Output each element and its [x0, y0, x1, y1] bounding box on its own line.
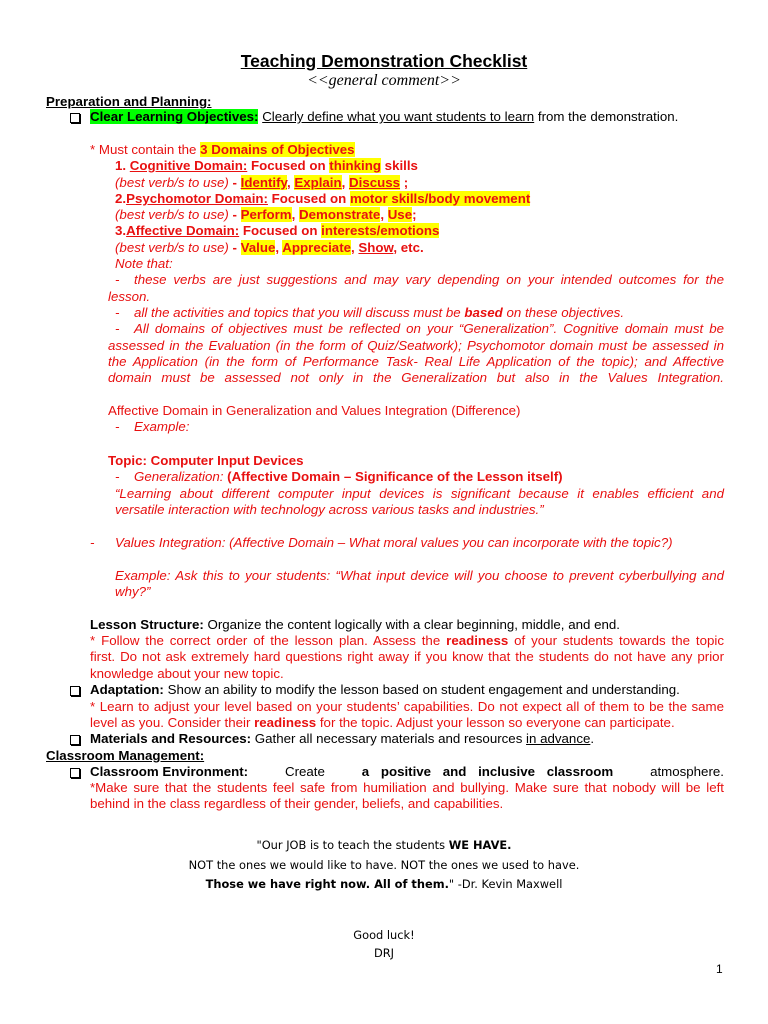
- general-comment: <<general comment>>: [307, 72, 461, 89]
- cog-verb-1: Identify: [240, 175, 287, 190]
- lesson-note-3: knowledge about your new topic.: [90, 666, 284, 681]
- objectives-text: from the demonstration.: [534, 109, 679, 124]
- note-dash: -: [90, 535, 95, 550]
- note-dash: -: [115, 469, 120, 484]
- cog-focus-highlight: thinking: [329, 158, 381, 173]
- page-title: Teaching Demonstration Checklist: [240, 51, 528, 71]
- cognitive-verbs-line: (best verb/s to use) - Identify, Explain, Discuss ;: [115, 175, 409, 190]
- note-dash: -: [115, 321, 120, 336]
- environment-text-1: Create: [284, 764, 325, 779]
- materials-text-underlined: in advance: [526, 731, 591, 746]
- environment-label: Classroom Environment:: [90, 764, 249, 779]
- note-2-post: on these objectives.: [502, 305, 625, 320]
- generalization-quote-b: versatile interaction with technology across various tasks and industries.”: [115, 502, 544, 517]
- psy-verb-2: Demonstrate: [299, 207, 381, 222]
- adaptation-note-2-pre: level as you. Consider their: [90, 715, 255, 730]
- materials-label: Materials and Resources:: [90, 731, 252, 746]
- quote-line-3-bold: Those we have right now. All of them.: [205, 877, 449, 891]
- quote-attribution: " -Dr. Kevin Maxwell: [448, 877, 563, 891]
- checkbox-icon: [70, 686, 80, 696]
- materials-end: .: [590, 731, 595, 746]
- example-ask-a: Example: Ask this to your students: “What input device will you choose to prevent cyberbullying and: [115, 568, 724, 583]
- cog-tail: skills: [380, 158, 418, 173]
- generalization-quote-a: “Learning about different computer input devices is significant because it enables efficient and: [115, 486, 724, 501]
- materials-text: Gather all necessary materials and resources: [251, 731, 527, 746]
- cog-dash: -: [228, 175, 241, 190]
- checkbox-icon: [70, 768, 80, 778]
- adaptation-label: Adaptation:: [90, 682, 164, 697]
- note-2-pre: all the activities and topics that you will discuss must be: [134, 305, 465, 320]
- materials-line: [90, 731, 594, 747]
- checkbox-icon: [70, 735, 80, 745]
- adaptation-note-2: [90, 715, 675, 731]
- note-1-line-a: these verbs are just suggestions and may vary depending on your intended outcomes for the: [134, 272, 724, 287]
- aff-num: 3.: [115, 223, 127, 238]
- objectives-item: [90, 109, 678, 125]
- quote-line-1-bold: WE HAVE.: [448, 838, 512, 852]
- psy-dash: -: [228, 207, 241, 222]
- adaptation-note-2-post: for the topic. Adjust your lesson so everyone can participate.: [316, 715, 675, 730]
- generalization-label: Generalization:: [134, 469, 228, 484]
- environment-text-bold: a positive and inclusive classroom: [361, 764, 614, 779]
- quote-line-2: NOT the ones we would like to have. NOT the ones we used to have.: [188, 858, 580, 872]
- must-highlight: 3 Domains of Objectives: [200, 142, 355, 157]
- quote-line-1-pre: "Our JOB is to teach the students: [256, 838, 449, 852]
- aff-name: Affective Domain:: [126, 223, 240, 238]
- note-dash: -: [115, 272, 120, 287]
- cognitive-domain-line: [115, 158, 418, 174]
- signoff-line-2: DRJ: [373, 946, 395, 960]
- note-dash: -: [115, 419, 120, 434]
- environment-line: [90, 764, 724, 780]
- aff-focus: Focused on: [239, 223, 322, 238]
- adaptation-note-2-bold: readiness: [254, 715, 317, 730]
- objectives-text-underlined: Clearly define what you want students to learn: [262, 109, 535, 124]
- cog-end: ;: [400, 175, 409, 190]
- lesson-note-1-bold: readiness: [446, 633, 509, 648]
- psy-focus-highlight: motor skills/body movement: [349, 191, 531, 206]
- aff-verb-3: Show: [358, 240, 394, 255]
- generalization-bold: (Affective Domain – Significance of the Lesson itself): [227, 469, 563, 484]
- cog-verb-3: Discuss: [349, 175, 401, 190]
- note-3-line-a: All domains of objectives must be reflected on your “Generalization”. Cognitive domain must be: [134, 321, 724, 336]
- affective-domain-line: [115, 223, 439, 239]
- example-label: Example:: [134, 419, 190, 434]
- aff-end: , etc.: [393, 240, 424, 255]
- must-prefix: * Must contain the: [90, 142, 201, 157]
- cog-num: 1.: [115, 158, 130, 173]
- psy-name: Psychomotor Domain:: [126, 191, 268, 206]
- cog-verb-2: Explain: [294, 175, 342, 190]
- adaptation-text: Show an ability to modify the lesson based on student engagement and understanding.: [163, 682, 680, 697]
- environment-text-3: atmosphere.: [650, 764, 724, 779]
- lesson-note-2: first. Do not ask extremely hard questions right away if you know that the students do not have any prior: [90, 649, 724, 664]
- affective-difference-line: Affective Domain in Generalization and Values Integration (Difference): [108, 403, 521, 418]
- signoff-line-1: Good luck!: [353, 928, 415, 942]
- topic-line: Topic: Computer Input Devices: [108, 453, 304, 468]
- psy-verb-3: Use: [387, 207, 413, 222]
- cog-verbs-intro: (best verb/s to use): [115, 175, 229, 190]
- psy-num: 2.: [115, 191, 127, 206]
- psychomotor-domain-line: [115, 191, 530, 207]
- lesson-note-1-post: of your students towards the topic: [508, 633, 724, 648]
- lesson-note-1: [90, 633, 724, 649]
- note-that: Note that:: [115, 256, 173, 271]
- example-ask-b: why?”: [115, 584, 151, 599]
- environment-note-1: *Make sure that the students feel safe from humiliation and bullying. Make sure that nobody will be left: [90, 780, 724, 795]
- page-number: 1: [716, 962, 723, 976]
- cog-focus: Focused on: [247, 158, 330, 173]
- psy-verbs-intro: (best verb/s to use): [115, 207, 229, 222]
- objectives-label: Clear Learning Objectives:: [90, 109, 259, 124]
- lesson-structure-text: Organize the content logically with a clear beginning, middle, and end.: [203, 617, 620, 632]
- values-integration-line: Values Integration: (Affective Domain – What moral values you can incorporate with the topic?): [115, 535, 673, 550]
- note-3-line-c: the Application (in the form of Performance Task- Real Life Application of the topic); and Affective: [108, 354, 724, 369]
- generalization-line: [134, 469, 563, 485]
- note-3-line-d: domain must be assessed not only in the Generalization but also in the Values Integration.: [108, 370, 724, 385]
- adaptation-note-1: * Learn to adjust your level based on your students’ capabilities. Do not expect all of them to be the same: [90, 699, 724, 714]
- checkbox-icon: [70, 113, 80, 123]
- psy-focus: Focused on: [267, 191, 350, 206]
- psy-end: ;: [412, 207, 417, 222]
- must-contain-line: [90, 142, 355, 158]
- aff-dash: -: [228, 240, 241, 255]
- note-2-bold: based: [464, 305, 503, 320]
- aff-verb-2: Appreciate: [282, 240, 352, 255]
- note-1-line-b: lesson.: [108, 289, 151, 304]
- lesson-structure-label: Lesson Structure:: [90, 617, 204, 632]
- lesson-note-1-pre: * Follow the correct order of the lesson plan. Assess the: [90, 633, 447, 648]
- note-dash: -: [115, 305, 120, 320]
- affective-verbs-line: (best verb/s to use) - Value, Appreciate, Show, etc.: [115, 240, 424, 255]
- aff-verb-1: Value: [240, 240, 276, 255]
- section-heading-classroom: Classroom Management:: [46, 748, 205, 763]
- psychomotor-verbs-line: (best verb/s to use) - Perform, Demonstrate, Use;: [115, 207, 417, 222]
- section-heading-preparation: Preparation and Planning:: [46, 94, 212, 109]
- aff-verbs-intro: (best verb/s to use): [115, 240, 229, 255]
- adaptation-line: [90, 682, 680, 698]
- cog-name: Cognitive Domain:: [129, 158, 248, 173]
- lesson-structure-line: [90, 617, 620, 633]
- quote-line-3: [0, 876, 768, 892]
- aff-focus-highlight: interests/emotions: [321, 223, 440, 238]
- note-2: [134, 305, 624, 321]
- environment-note-2: behind in the class regardless of their gender, beliefs, and capabilities.: [90, 796, 504, 811]
- psy-verb-1: Perform: [240, 207, 292, 222]
- note-3-line-b: assessed in the Evaluation (in the form of Quiz/Seatwork); Psychomotor domain must be assessed in: [108, 338, 724, 353]
- quote-line-1: [0, 837, 768, 853]
